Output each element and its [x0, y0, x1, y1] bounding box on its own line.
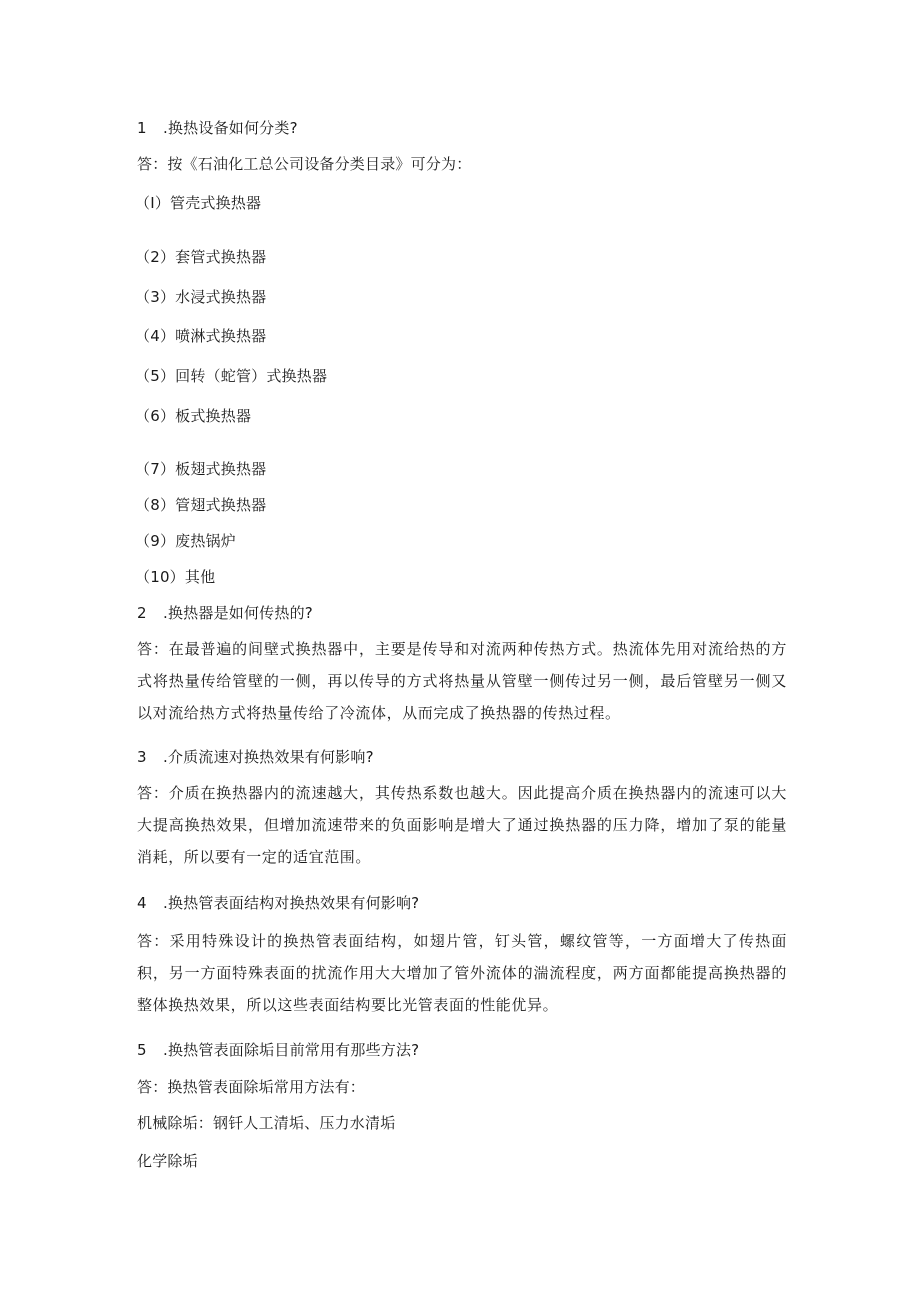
- question-3-number: 3: [137, 748, 147, 766]
- question-3-title: .介质流速对换热效果有何影响?: [163, 748, 374, 766]
- list-item: （I）管壳式换热器: [135, 194, 262, 212]
- question-1-title: .换热设备如何分类?: [163, 119, 298, 137]
- question-5-heading: [137, 1040, 419, 1060]
- list-item: （4）喷淋式换热器: [135, 327, 267, 345]
- list-item: （2）套管式换热器: [135, 248, 267, 266]
- question-4-number: 4: [137, 894, 147, 912]
- list-item: （10）其他: [135, 568, 216, 586]
- question-5-answer: 答：换热管表面除垢常用方法有：: [137, 1078, 366, 1096]
- question-2-title: .换热器是如何传热的?: [163, 604, 313, 622]
- question-5-line: 化学除垢: [137, 1152, 198, 1170]
- question-2-heading: [137, 603, 313, 623]
- question-4-answer: 答：采用特殊设计的换热管表面结构，如翅片管，钉头管，螺纹管等，一方面增大了传热面积，另一方面特殊表面的扰流作用大大增加了管外流体的湍流程度，两方面都能提高换热器的整体换热效果，所以这些表面结构要比光管表面的性能优异。: [137, 932, 787, 1014]
- list-item: （6）板式换热器: [135, 407, 252, 425]
- list-item: （5）回转（蛇管）式换热器: [135, 367, 328, 385]
- question-5-line: 机械除垢：钢钎人工清垢、压力水清垢: [137, 1114, 396, 1132]
- list-item: （8）管翅式换热器: [135, 496, 267, 514]
- question-1-answer: 答：按《石油化工总公司设备分类目录》可分为：: [137, 155, 472, 173]
- question-1-number: 1: [137, 119, 147, 137]
- list-item: （3）水浸式换热器: [135, 288, 267, 306]
- list-item: （7）板翅式换热器: [135, 460, 267, 478]
- list-item: （9）废热锅炉: [135, 532, 236, 550]
- question-4-title: .换热管表面结构对换热效果有何影响?: [163, 894, 420, 912]
- question-3-answer: 答：介质在换热器内的流速越大，其传热系数也越大。因此提高介质在换热器内的流速可以大大提高换热效果，但增加流速带来的负面影响是增大了通过换热器的压力降，增加了泵的能量消耗，所以要有一定的适宜范围。: [137, 784, 787, 866]
- question-3-heading: [137, 747, 374, 767]
- question-4-heading: [137, 893, 419, 913]
- question-1-heading: [137, 118, 298, 138]
- question-2-answer: 答：在最普遍的间壁式换热器中，主要是传导和对流两种传热方式。热流体先用对流给热的方式将热量传给管壁的一侧，再以传导的方式将热量从管壁一侧传过另一侧，最后管壁另一侧又以对流给热方式将热量传给了冷流体，从而完成了换热器的传热过程。: [137, 640, 787, 722]
- question-5-number: 5: [137, 1041, 147, 1059]
- question-2-number: 2: [137, 604, 147, 622]
- question-5-title: .换热管表面除垢目前常用有那些方法?: [163, 1041, 420, 1059]
